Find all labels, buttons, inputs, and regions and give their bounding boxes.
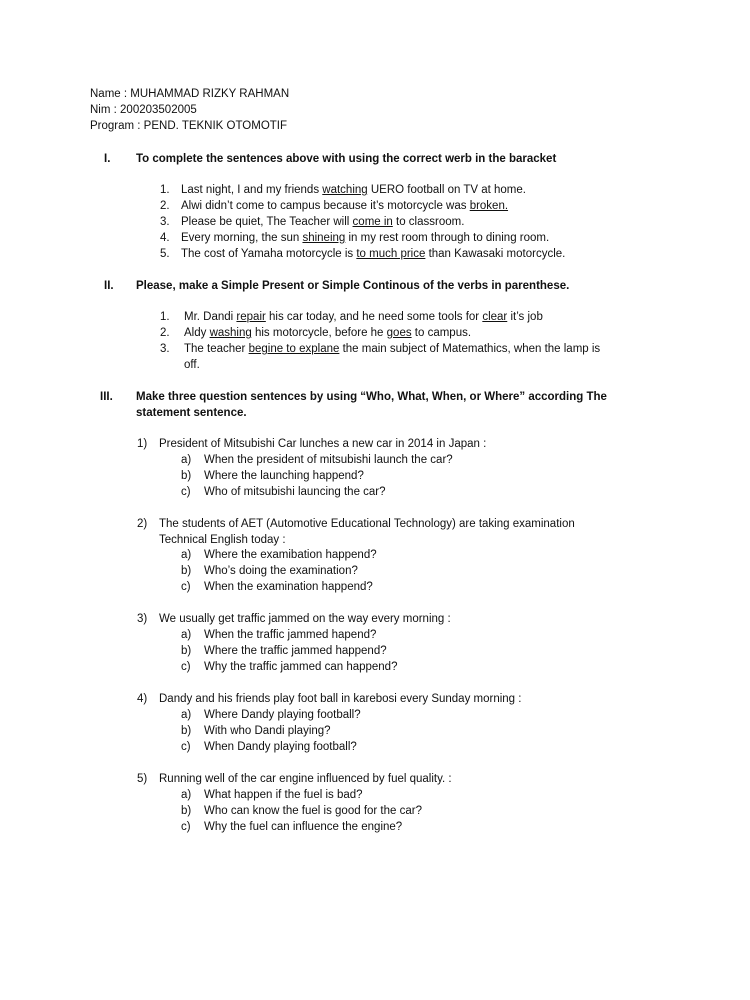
s1-item-number: 1.: [160, 184, 170, 196]
answer-letter: b): [181, 645, 192, 657]
answer-question: Where the traffic jammed happend?: [204, 645, 387, 657]
statement-sentence-continued: Technical English today :: [159, 534, 286, 546]
statement-sentence: The students of AET (Automotive Educational Technology) are taking examination: [159, 518, 575, 530]
s1-item-number: 2.: [160, 200, 170, 212]
s1-item-number: 3.: [160, 216, 170, 228]
s2-item-number: 1.: [160, 311, 170, 323]
statement-sentence: Running well of the car engine influenced by fuel quality. :: [159, 773, 452, 785]
s1-item-text: Every morning, the sun shineing in my rest room through to dining room.: [181, 232, 550, 244]
statement-sentence: We usually get traffic jammed on the way every morning :: [159, 613, 451, 625]
section-3-title: Make three question sentences by using “Who, What, When, or Where” according The: [136, 391, 607, 403]
question-group-number: 5): [137, 773, 148, 785]
s1-item-text: Alwi didn’t come to campus because it’s motorcycle was broken.: [181, 200, 509, 212]
question-group-number: 3): [137, 613, 148, 625]
question-group-number: 1): [137, 438, 148, 450]
section-3-numeral: III.: [100, 391, 113, 403]
question-group-number: 4): [137, 693, 148, 705]
s2-item-text-continued: off.: [184, 359, 200, 371]
statement-sentence: President of Mitsubishi Car lunches a new car in 2014 in Japan :: [159, 438, 487, 450]
underlined-verb: washing: [209, 327, 252, 339]
answer-question: What happen if the fuel is bad?: [204, 789, 363, 801]
answer-question: Who’s doing the examination?: [204, 565, 358, 577]
section-3-title-continued: statement sentence.: [136, 407, 247, 419]
answer-letter: c): [181, 661, 191, 673]
answer-question: When the examination happend?: [204, 581, 373, 593]
answer-letter: c): [181, 486, 191, 498]
answer-question: With who Dandi playing?: [204, 725, 331, 737]
answer-letter: a): [181, 629, 192, 641]
s1-item-text: The cost of Yamaha motorcycle is to much price than Kawasaki motorcycle.: [181, 248, 566, 260]
answer-letter: b): [181, 805, 192, 817]
student-name: Name : MUHAMMAD RIZKY RAHMAN: [90, 88, 290, 100]
answer-letter: b): [181, 470, 192, 482]
answer-letter: a): [181, 709, 192, 721]
answer-letter: c): [181, 741, 191, 753]
underlined-answer: watching: [322, 184, 368, 196]
s1-item-text: Last night, I and my friends watching UERO football on TV at home.: [181, 184, 526, 196]
underlined-answer: come in: [352, 216, 393, 228]
s1-item-text: Please be quiet, The Teacher will come in to classroom.: [181, 216, 465, 228]
underlined-answer: to much price: [356, 248, 426, 260]
section-2-numeral: II.: [104, 280, 114, 292]
underlined-answer: shineing: [302, 232, 346, 244]
answer-letter: c): [181, 821, 191, 833]
answer-letter: b): [181, 565, 192, 577]
underlined-verb: begine to explane: [248, 343, 340, 355]
s1-item-number: 5.: [160, 248, 170, 260]
question-group-number: 2): [137, 518, 148, 530]
answer-question: When the traffic jammed hapend?: [204, 629, 377, 641]
s2-item-text: Aldy washing his motorcycle, before he goes to campus.: [184, 327, 472, 339]
answer-letter: c): [181, 581, 191, 593]
answer-question: Why the traffic jammed can happend?: [204, 661, 398, 673]
answer-letter: a): [181, 454, 192, 466]
s2-item-text: The teacher begine to explane the main subject of Matemathics, when the lamp is: [184, 343, 601, 355]
answer-question: Where the launching happend?: [204, 470, 364, 482]
answer-question: Where the examibation happend?: [204, 549, 377, 561]
underlined-answer: broken.: [469, 200, 509, 212]
statement-sentence: Dandy and his friends play foot ball in karebosi every Sunday morning :: [159, 693, 522, 705]
answer-question: When the president of mitsubishi launch the car?: [204, 454, 453, 466]
s2-item-number: 3.: [160, 343, 170, 355]
answer-letter: a): [181, 549, 192, 561]
underlined-verb: clear: [482, 311, 508, 323]
answer-question: When Dandy playing football?: [204, 741, 357, 753]
answer-question: Who can know the fuel is good for the car?: [204, 805, 422, 817]
section-1-numeral: I.: [104, 153, 111, 165]
section-1-title: To complete the sentences above with using the correct werb in the baracket: [136, 153, 557, 165]
answer-question: Why the fuel can influence the engine?: [204, 821, 403, 833]
answer-question: Where Dandy playing football?: [204, 709, 361, 721]
section-2-title: Please, make a Simple Present or Simple Continous of the verbs in parenthese.: [136, 280, 570, 292]
answer-letter: a): [181, 789, 192, 801]
student-nim: Nim : 200203502005: [90, 104, 197, 116]
underlined-verb: goes: [386, 327, 412, 339]
answer-question: Who of mitsubishi launcing the car?: [204, 486, 386, 498]
s2-item-text: Mr. Dandi repair his car today, and he need some tools for clear it’s job: [184, 311, 543, 323]
student-program: Program : PEND. TEKNIK OTOMOTIF: [90, 120, 288, 132]
answer-letter: b): [181, 725, 192, 737]
s1-item-number: 4.: [160, 232, 170, 244]
underlined-verb: repair: [236, 311, 266, 323]
s2-item-number: 2.: [160, 327, 170, 339]
